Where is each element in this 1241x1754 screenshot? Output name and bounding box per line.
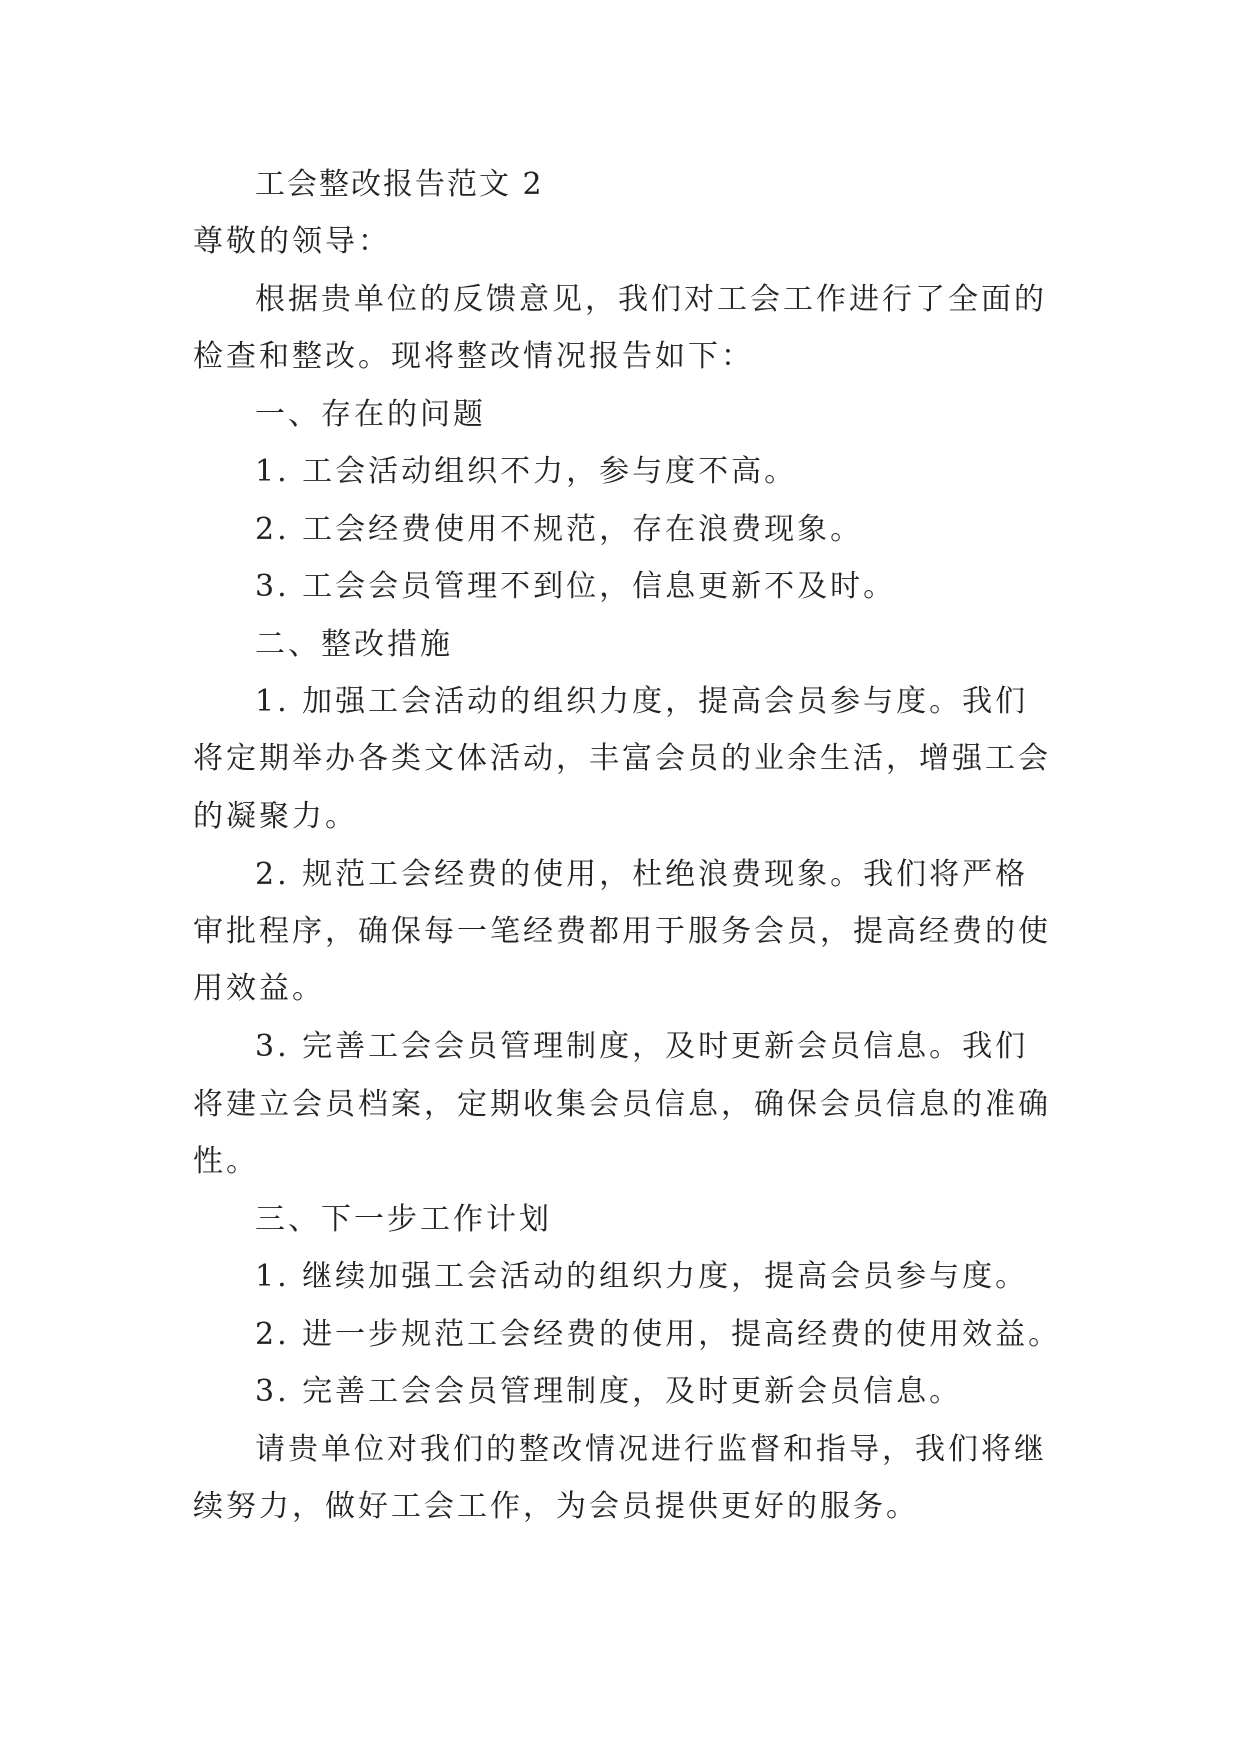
plan-item: 2. 进一步规范工会经费的使用，提高经费的使用效益。 <box>255 1317 1062 1352</box>
closing-line: 续努力，做好工会工作，为会员提供更好的服务。 <box>193 1489 919 1524</box>
section-heading-problems: 一、存在的问题 <box>255 397 486 432</box>
section-heading-measures: 二、整改措施 <box>255 627 453 662</box>
measure-item-line: 将定期举办各类文体活动，丰富会员的业余生活，增强工会 <box>193 741 1051 776</box>
intro-line: 检查和整改。现将整改情况报告如下： <box>193 339 754 374</box>
section-heading-plan: 三、下一步工作计划 <box>255 1202 552 1237</box>
salutation: 尊敬的领导： <box>193 224 391 259</box>
measure-item-line: 性。 <box>193 1144 259 1179</box>
plan-item: 3. 完善工会会员管理制度，及时更新会员信息。 <box>255 1374 963 1409</box>
problem-item: 3. 工会会员管理不到位，信息更新不及时。 <box>255 569 897 604</box>
measure-item-line: 审批程序，确保每一笔经费都用于服务会员，提高经费的使 <box>193 914 1051 949</box>
problem-item: 2. 工会经费使用不规范，存在浪费现象。 <box>255 512 864 547</box>
measure-item-line: 将建立会员档案，定期收集会员信息，确保会员信息的准确 <box>193 1087 1051 1122</box>
measure-item-line: 3. 完善工会会员管理制度，及时更新会员信息。我们 <box>255 1029 1029 1064</box>
measure-item-line: 用效益。 <box>193 971 325 1006</box>
plan-item: 1. 继续加强工会活动的组织力度，提高会员参与度。 <box>255 1259 1029 1294</box>
measure-item-line: 2. 规范工会经费的使用，杜绝浪费现象。我们将严格 <box>255 857 1029 892</box>
closing-line: 请贵单位对我们的整改情况进行监督和指导，我们将继 <box>255 1432 1047 1467</box>
document-title: 工会整改报告范文 2 <box>255 167 544 202</box>
measure-item-line: 1. 加强工会活动的组织力度，提高会员参与度。我们 <box>255 684 1029 719</box>
intro-line: 根据贵单位的反馈意见，我们对工会工作进行了全面的 <box>255 282 1047 317</box>
problem-item: 1. 工会活动组织不力，参与度不高。 <box>255 454 798 489</box>
measure-item-line: 的凝聚力。 <box>193 799 358 834</box>
